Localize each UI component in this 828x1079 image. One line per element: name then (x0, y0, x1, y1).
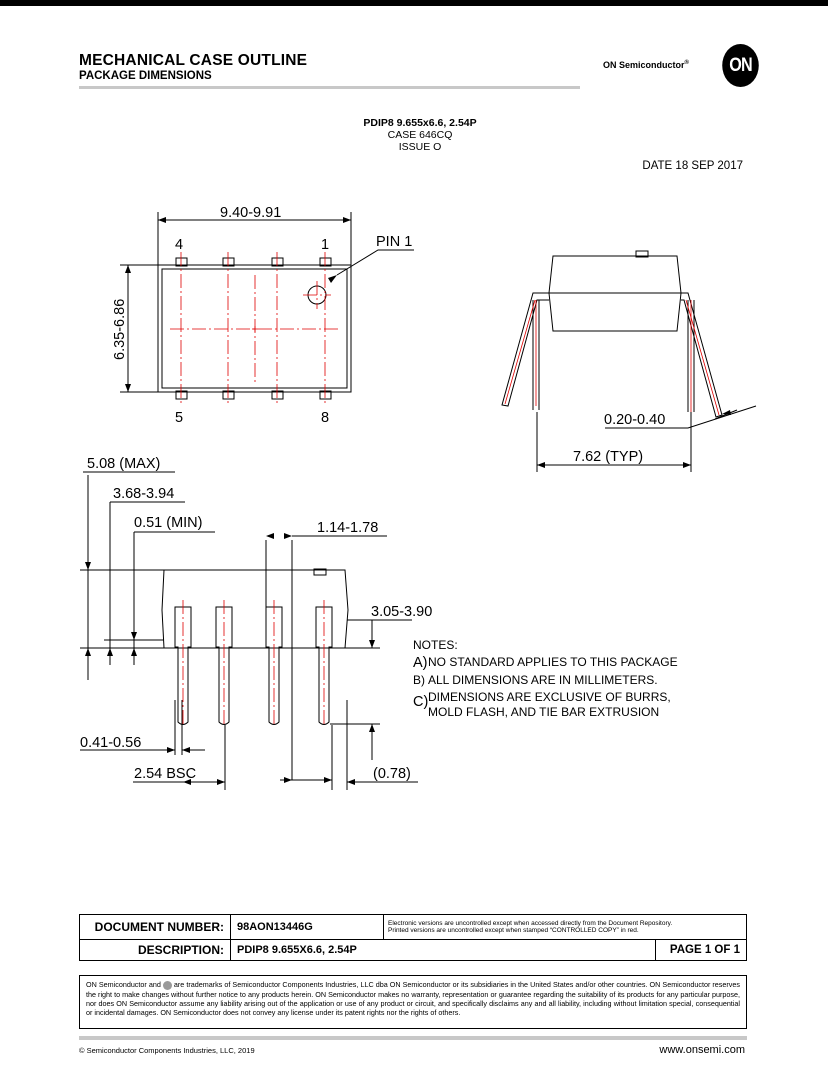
footer-divider (79, 1036, 747, 1040)
description-row (80, 940, 747, 961)
side-view-body (162, 570, 348, 648)
registered-mark: ® (684, 60, 689, 66)
dim-top-length: 9.40-9.91 (220, 205, 282, 221)
dim-lead-thickness: 0.20-0.40 (604, 412, 666, 428)
page-subtitle: PACKAGE DIMENSIONS (79, 70, 212, 82)
pin-label-1: 1 (321, 237, 330, 253)
document-date: DATE 18 SEP 2017 (642, 160, 743, 172)
legal-body: are trademarks of Semiconductor Components Industries, LLC dba ON Semiconductor or its subsidiaries in the United States and/or other countries. ON Semiconductor reserves the right to make changes without further notice to any products herein. ON Semiconductor makes no warranty, representation or guarantee regarding the suitability of its products for any particular purpose, nor does ON Semiconductor assume any liability arising out of the application or use of any product or circuit, and specifically disclaims any and all liability, including without limitation special, consequential or incidental damages. ON Semiconductor does not convey any license under its patent rights nor the rights of others. (86, 980, 740, 1017)
dim-row-spacing: 7.62 (TYP) (573, 449, 644, 465)
dim-body-height: 3.68-3.94 (113, 486, 175, 502)
note-b-letter: B) (413, 673, 425, 687)
issue-number: ISSUE O (398, 141, 442, 153)
dim-standoff: 0.51 (MIN) (134, 515, 203, 531)
note-c-line-1: DIMENSIONS ARE EXCLUSIVE OF BURRS, (428, 690, 671, 704)
note-c-letter: C) (413, 694, 429, 710)
repository-disclaimer (384, 915, 747, 940)
page-title: MECHANICAL CASE OUTLINE (79, 52, 308, 69)
pin1-leader (337, 250, 414, 275)
dim-max-height: 5.08 (MAX) (87, 456, 161, 472)
page-count: PAGE 1 OF 1 (656, 940, 747, 961)
dim-lead-width: 0.41-0.56 (80, 735, 142, 751)
note-a-letter: A) (413, 655, 428, 671)
note-b: ALL DIMENSIONS ARE IN MILLIMETERS. (428, 673, 658, 687)
notes-heading: NOTES: (413, 638, 458, 652)
legal-lead-in: ON Semiconductor and (86, 980, 161, 989)
doc-number-value: 98AON13446G (231, 915, 384, 940)
doc-number-label: DOCUMENT NUMBER: (80, 915, 231, 940)
dim-lead-length: 3.05-3.90 (371, 604, 433, 620)
disclaimer-line-1: Electronic versions are uncontrolled except when accessed directly from the Document Repository. (388, 919, 673, 927)
copyright: © Semiconductor Components Industries, LLC, 2019 (79, 1046, 255, 1055)
top-view-body (158, 265, 351, 392)
pin-label-8: 8 (321, 410, 330, 426)
dim-shoulder-width: 1.14-1.78 (317, 520, 379, 536)
description-label: DESCRIPTION: (80, 940, 231, 961)
disclaimer-line-2: Printed versions are uncontrolled except when stamped “CONTROLLED COPY” in red. (388, 927, 639, 934)
brand-text: ON Semiconductor (603, 60, 685, 70)
legal-notice (79, 975, 747, 1029)
description-value: PDIP8 9.655X6.6, 2.54P (231, 940, 656, 961)
top-view-body-inner (162, 269, 347, 388)
document-info-table (79, 914, 747, 961)
note-a: NO STANDARD APPLIES TO THIS PACKAGE (428, 655, 678, 669)
dim-end-offset: (0.78) (373, 766, 411, 782)
doc-number-row (80, 915, 747, 940)
trademark-logo-icon (163, 981, 172, 990)
dim-top-width: 6.35-6.86 (112, 298, 128, 360)
case-number: CASE 646CQ (387, 129, 453, 141)
pin-label-5: 5 (175, 410, 184, 426)
pin1-callout: PIN 1 (376, 234, 413, 250)
website-link[interactable]: www.onsemi.com (659, 1044, 745, 1056)
pin-label-4: 4 (175, 237, 184, 253)
dim-pitch: 2.54 BSC (134, 766, 197, 782)
package-name: PDIP8 9.655x6.6, 2.54P (363, 117, 477, 129)
on-logo-icon: ON (722, 44, 759, 87)
note-c-line-2: MOLD FLASH, AND TIE BAR EXTRUSION (428, 705, 660, 719)
